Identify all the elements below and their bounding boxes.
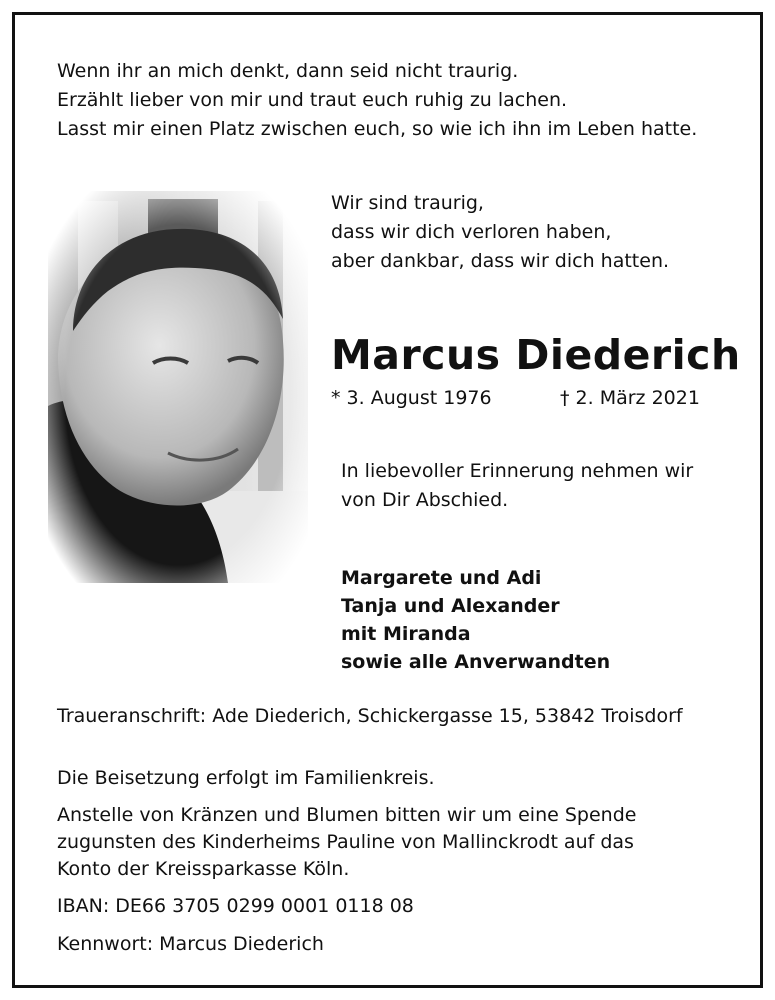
burial-note: Die Beisetzung erfolgt im Familienkreis.	[57, 767, 435, 789]
portrait-photo	[48, 191, 308, 583]
birth-date: * 3. August 1976	[331, 387, 492, 409]
donation-line: zugunsten des Kinderheims Pauline von Mallinckrodt auf das	[57, 831, 634, 853]
poem-line: Erzählt lieber von mir und traut euch ruhig zu lachen.	[57, 89, 568, 111]
opening-poem	[57, 57, 697, 144]
mourner-line: Tanja und Alexander	[341, 595, 560, 617]
iban: IBAN: DE66 3705 0299 0001 0118 08	[57, 895, 414, 917]
quote-line: Wir sind traurig,	[331, 192, 484, 214]
mourner-line: Margarete und Adi	[341, 567, 542, 589]
quote	[331, 189, 669, 276]
memory-line: von Dir Abschied.	[341, 489, 509, 511]
mourner-line: sowie alle Anverwandten	[341, 651, 611, 673]
donation-line: Konto der Kreissparkasse Köln.	[57, 858, 350, 880]
mourners-list	[341, 564, 610, 676]
memory-text	[341, 457, 693, 515]
donation-keyword: Kennwort: Marcus Diederich	[57, 933, 324, 955]
mourning-address: Traueranschrift: Ade Diederich, Schickergasse 15, 53842 Troisdorf	[57, 705, 683, 727]
quote-line: aber dankbar, dass wir dich hatten.	[331, 250, 670, 272]
donation-note	[57, 802, 636, 883]
obituary-card	[12, 12, 763, 988]
mourner-line: mit Miranda	[341, 623, 471, 645]
donation-line: Anstelle von Kränzen und Blumen bitten wir um eine Spende	[57, 804, 637, 826]
quote-line: dass wir dich verloren haben,	[331, 221, 612, 243]
memory-line: In liebevoller Erinnerung nehmen wir	[341, 460, 694, 482]
poem-line: Lasst mir einen Platz zwischen euch, so wie ich ihn im Leben hatte.	[57, 118, 698, 140]
deceased-name: Marcus Diederich	[331, 331, 741, 379]
death-date: † 2. März 2021	[560, 387, 700, 409]
poem-line: Wenn ihr an mich denkt, dann seid nicht traurig.	[57, 60, 519, 82]
